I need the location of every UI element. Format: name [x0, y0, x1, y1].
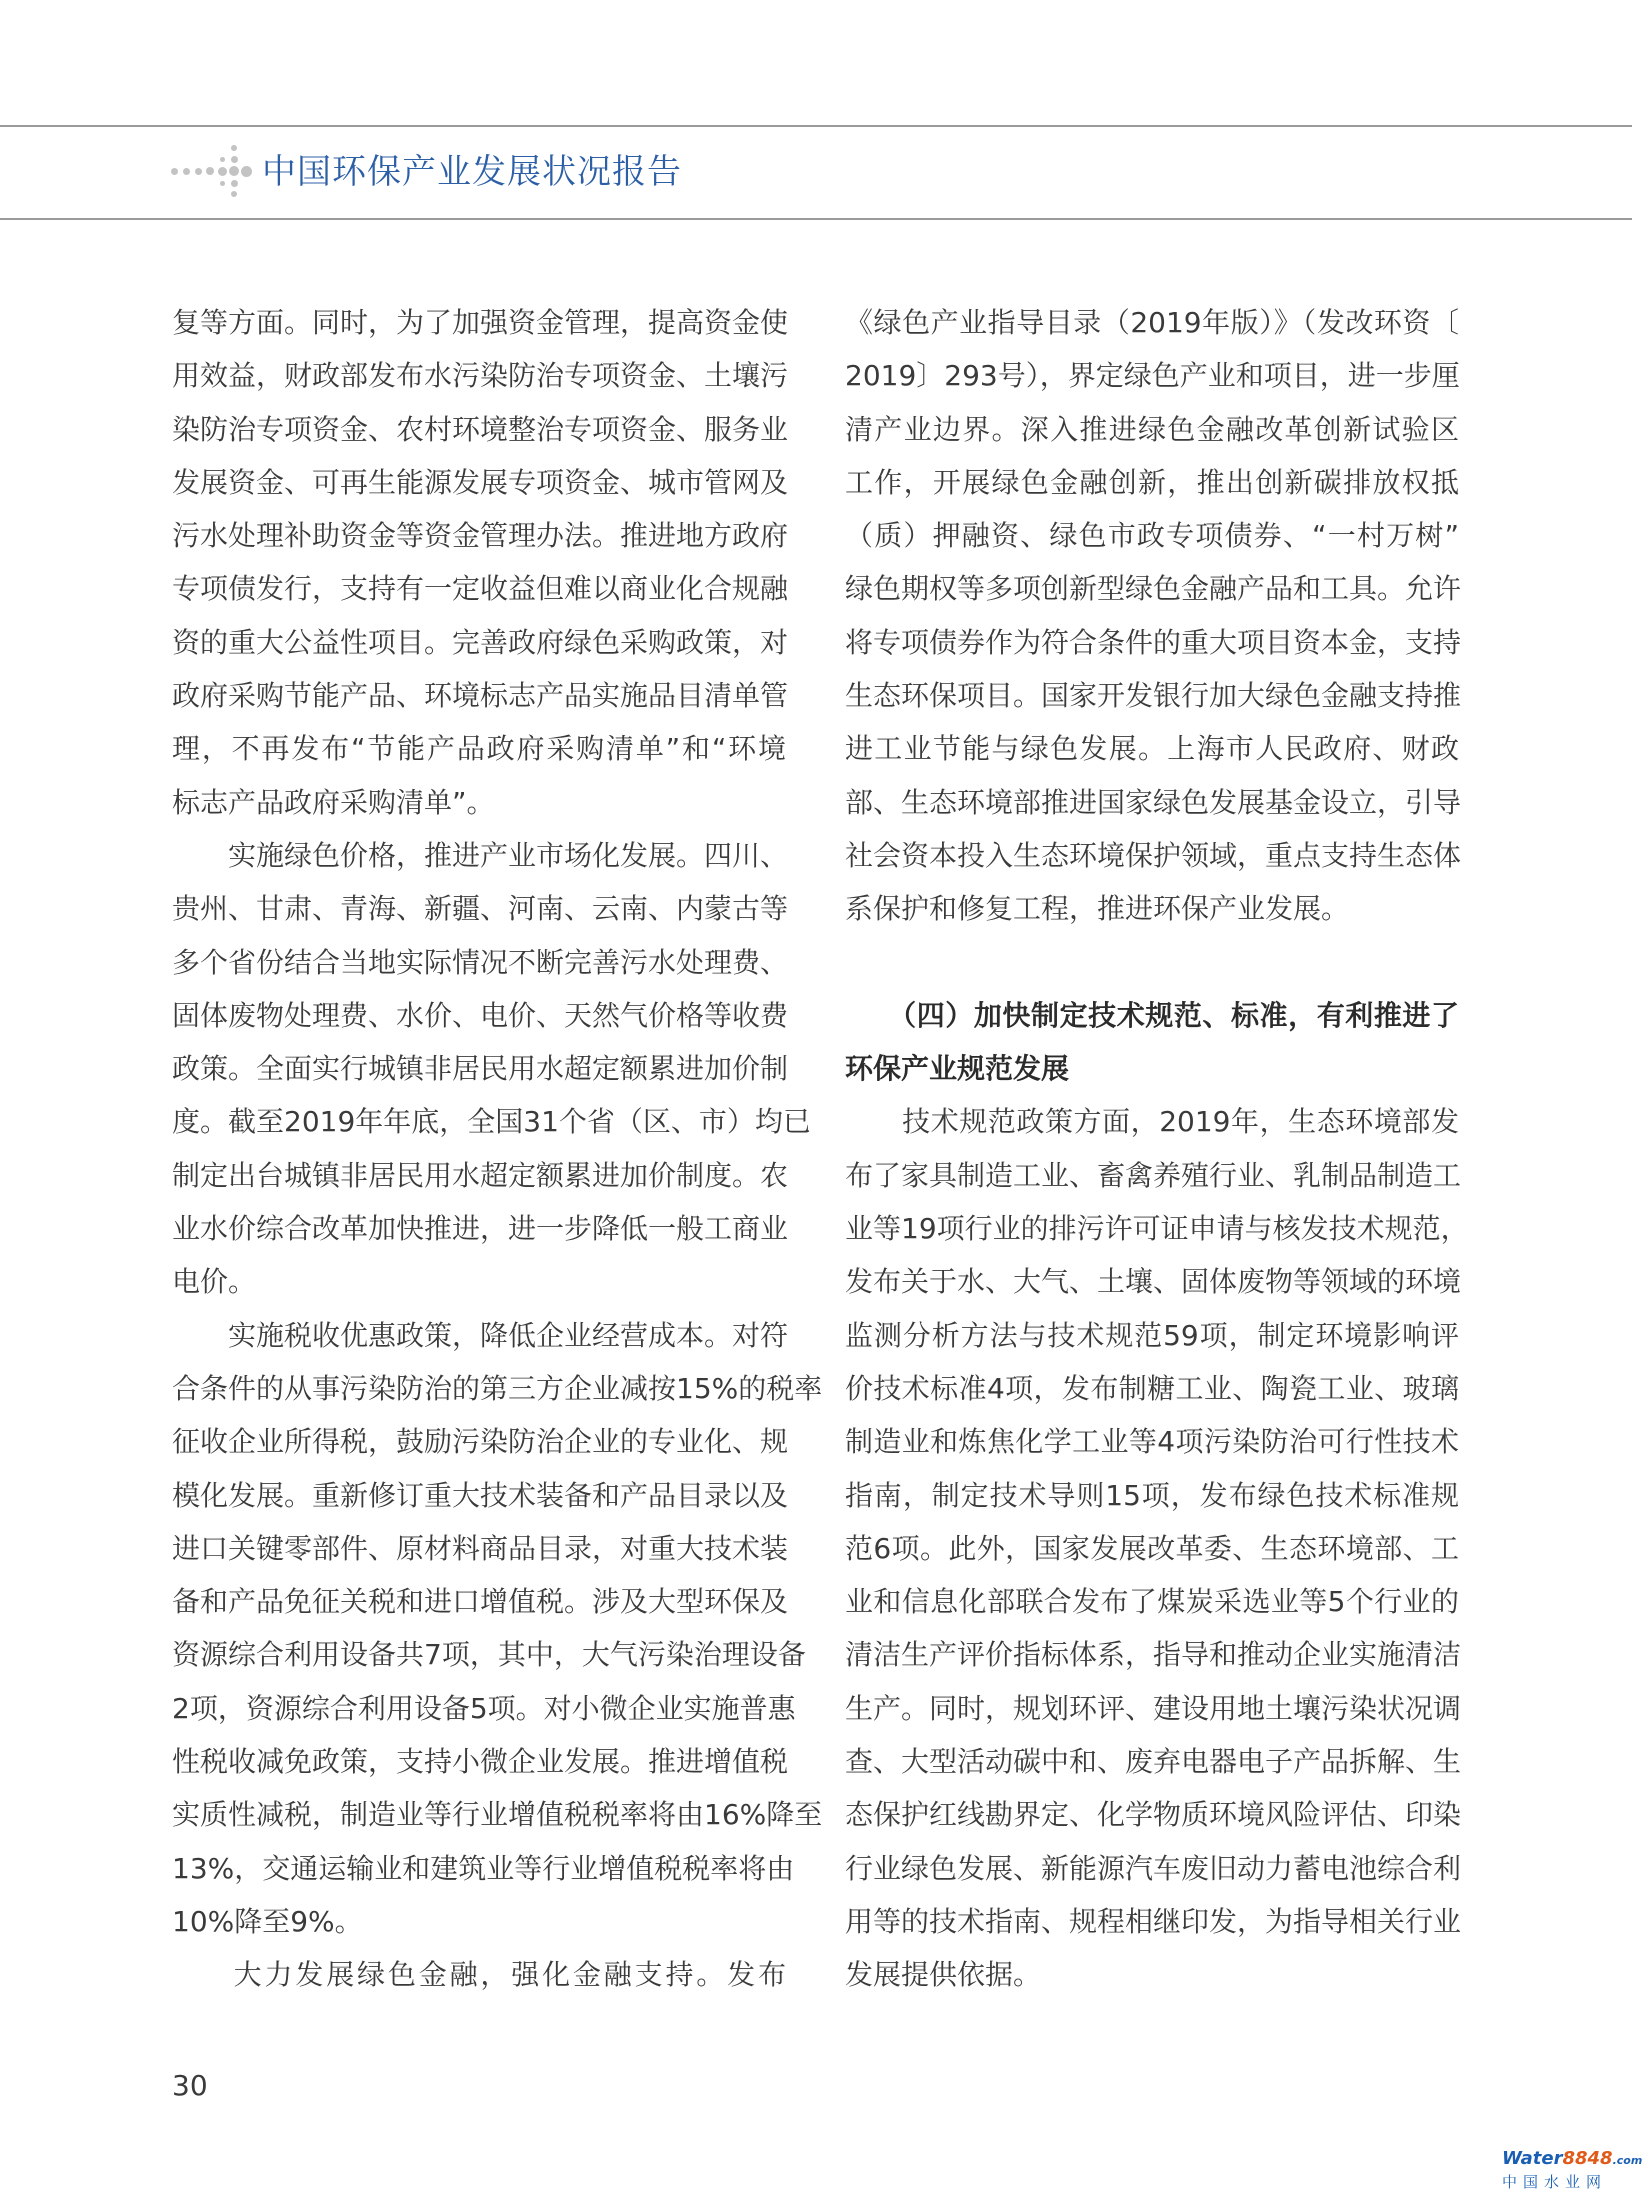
left-paragraph-line: 资源综合利用设备共7项，其中，大气污染治理设备 [172, 1638, 806, 1672]
left-paragraph-line: 复等方面。同时，为了加强资金管理，提高资金使 [172, 306, 789, 339]
header-dot [220, 157, 225, 162]
left-paragraph-line: 实施税收优惠政策，降低企业经营成本。对符 [172, 1318, 789, 1352]
header-dot [218, 167, 227, 176]
left-paragraph-line: 多个省份结合当地实际情况不断完善污水处理费、 [172, 945, 789, 979]
left-paragraph-line: 度。截至2019年年底，全国31个省（区、市）均已 [172, 1105, 811, 1139]
watermark-logo [1502, 2148, 1642, 2194]
left-paragraph-line: 固体废物处理费、水价、电价、天然气价格等收费 [172, 998, 789, 1032]
page-number: 30 [172, 2069, 208, 2102]
left-paragraph-line: 进口关键零部件、原材料商品目录，对重大技术装 [172, 1531, 789, 1565]
header-dot [231, 180, 238, 187]
right-paragraph-line: 部、生态环境部推进国家绿色发展基金设立，引导 [845, 785, 1462, 819]
right-paragraph-line: 进工业节能与绿色发展。上海市人民政府、财政 [845, 732, 1459, 766]
right-paragraph-line: 将专项债券作为符合条件的重大项目资本金，支持 [845, 625, 1462, 659]
left-paragraph-line: 制定出台城镇非居民用水超定额累进加价制度。农 [172, 1158, 789, 1192]
right-paragraph-line: 制造业和炼焦化学工业等4项污染防治可行性技术 [845, 1425, 1459, 1459]
right-paragraph-line: 态保护红线勘界定、化学物质环境风险评估、印染 [845, 1798, 1462, 1832]
left-paragraph-line: 资的重大公益性项目。完善政府绿色采购政策，对 [172, 625, 789, 659]
left-paragraph-line: 专项债发行，支持有一定收益但难以商业化合规融 [172, 572, 789, 606]
left-paragraph-line: 合条件的从事污染防治的第三方企业减按15%的税率 [172, 1371, 823, 1405]
right-paragraph-line: 范6项。此外，国家发展改革委、生态环境部、工 [845, 1531, 1459, 1565]
right-paragraph-line: 行业绿色发展、新能源汽车废旧动力蓄电池综合利 [845, 1851, 1462, 1885]
left-paragraph-line: 标志产品政府采购清单”。 [172, 785, 495, 819]
header-dots-icon [168, 140, 258, 202]
right-paragraph-line: 清洁生产评价指标体系，指导和推动企业实施清洁 [845, 1638, 1462, 1672]
left-paragraph-line: 贵州、甘肃、青海、新疆、河南、云南、内蒙古等 [172, 892, 789, 926]
left-paragraph-line: 电价。 [172, 1265, 257, 1299]
right-paragraph-line: 用等的技术指南、规程相继印发，为指导相关行业 [845, 1904, 1462, 1938]
header-dot [229, 166, 239, 176]
right-paragraph-line: 业等19项行业的排污许可证申请与核发技术规范， [845, 1212, 1469, 1246]
right-paragraph-line: 价技术标准4项，发布制糖工业、陶瓷工业、玻璃 [845, 1371, 1459, 1405]
right-paragraph-line: 系保护和修复工程，推进环保产业发展。 [845, 892, 1350, 926]
left-paragraph-line: 发展资金、可再生能源发展专项资金、城市管网及 [172, 465, 789, 499]
left-paragraph-line: 大力发展绿色金融，强化金融支持。发布 [172, 1958, 786, 1992]
right-paragraph-line: 社会资本投入生态环境保护领域，重点支持生态体 [845, 838, 1462, 872]
header-dot [231, 191, 237, 197]
header-dot [206, 167, 214, 175]
right-paragraph-line: 绿色期权等多项创新型绿色金融产品和工具。允许 [845, 572, 1462, 606]
left-paragraph-line: 理，不再发布“节能产品政府采购清单”和“环境 [172, 732, 786, 766]
right-paragraph-line: 清产业边界。深入推进绿色金融改革创新试验区 [845, 412, 1459, 446]
right-paragraph-line: 生态环保项目。国家开发银行加大绿色金融支持推 [845, 679, 1462, 713]
header-dot [195, 168, 202, 175]
left-paragraph-line: 实质性减税，制造业等行业增值税税率将由16%降至 [172, 1798, 823, 1832]
right-paragraph-line: 2019〕293号），界定绿色产业和项目，进一步厘 [845, 359, 1460, 393]
right-paragraph-line: 指南，制定技术导则15项，发布绿色技术标准规 [845, 1478, 1459, 1512]
watermark-logo-text: Water8848.com [1502, 2148, 1642, 2169]
right-paragraph-line [845, 936, 1459, 989]
header-dot [231, 145, 237, 151]
right-paragraph-line: 发展提供依据。 [845, 1958, 1042, 1992]
right-paragraph-heading-line: 环保产业规范发展 [845, 1052, 1070, 1086]
left-paragraph-line: 13%，交通运输业和建筑业等行业增值税税率将由 [172, 1851, 795, 1885]
right-paragraph-line: （质）押融资、绿色市政专项债券、“一村万树” [845, 519, 1459, 553]
right-paragraph-line: 工作，开展绿色金融创新，推出创新碳排放权抵 [845, 465, 1459, 499]
right-paragraph-line: 监测分析方法与技术规范59项，制定环境影响评 [845, 1318, 1459, 1352]
right-paragraph-heading-line: （四）加快制定技术规范、标准，有利推进了 [845, 998, 1459, 1032]
header-top-rule [0, 125, 1632, 127]
left-paragraph-line: 性税收减免政策，支持小微企业发展。推进增值税 [172, 1745, 789, 1779]
right-paragraph-line: 业和信息化部联合发布了煤炭采选业等5个行业的 [845, 1585, 1459, 1619]
left-paragraph-line: 业水价综合改革加快推进，进一步降低一般工商业 [172, 1212, 789, 1246]
header-dot [183, 168, 190, 175]
left-paragraph-line: 污水处理补助资金等资金管理办法。推进地方政府 [172, 519, 789, 553]
right-text-column [845, 296, 1469, 2002]
right-paragraph-line: 《绿色产业指导目录（2019年版）》（发改环资〔 [845, 306, 1459, 339]
header-dot [220, 181, 225, 186]
right-paragraph-line: 技术规范政策方面，2019年，生态环境部发 [845, 1105, 1459, 1139]
header-dot [241, 166, 252, 177]
left-text-column [172, 296, 823, 2002]
left-paragraph-line: 10%降至9%。 [172, 1904, 363, 1938]
left-paragraph-line: 政策。全面实行城镇非居民用水超定额累进加价制 [172, 1052, 789, 1086]
header-bottom-rule [0, 218, 1632, 220]
left-paragraph-line: 染防治专项资金、农村环境整治专项资金、服务业 [172, 412, 789, 446]
left-paragraph-line: 实施绿色价格，推进产业市场化发展。四川、 [172, 838, 789, 872]
right-paragraph-line: 发布关于水、大气、土壤、固体废物等领域的环境 [845, 1265, 1462, 1299]
left-paragraph-line: 2项，资源综合利用设备5项。对小微企业实施普惠 [172, 1691, 796, 1725]
header-dot [231, 156, 238, 163]
left-paragraph-line: 备和产品免征关税和进口增值税。涉及大型环保及 [172, 1585, 789, 1619]
right-paragraph-line: 查、大型活动碳中和、废弃电器电子产品拆解、生 [845, 1745, 1462, 1779]
watermark-subtitle: 中国水业网 [1502, 2173, 1608, 2191]
right-paragraph-line: 生产。同时，规划环评、建设用地土壤污染状况调 [845, 1691, 1462, 1725]
left-paragraph-line: 征收企业所得税，鼓励污染防治企业的专业化、规 [172, 1425, 789, 1459]
left-paragraph-line: 政府采购节能产品、环境标志产品实施品目清单管 [172, 679, 789, 713]
page-header-title: 中国环保产业发展状况报告 [262, 152, 682, 192]
left-paragraph-line: 用效益，财政部发布水污染防治专项资金、土壤污 [172, 359, 789, 393]
left-paragraph-line: 模化发展。重新修订重大技术装备和产品目录以及 [172, 1478, 789, 1512]
header-dot [171, 168, 178, 175]
right-paragraph-line: 布了家具制造工业、畜禽养殖行业、乳制品制造工 [845, 1158, 1462, 1192]
